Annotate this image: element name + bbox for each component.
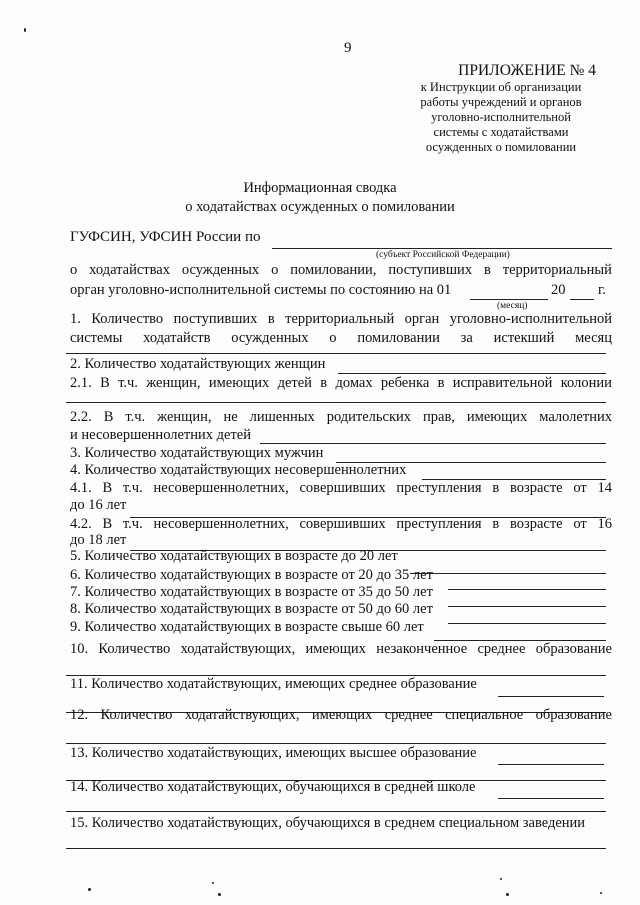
year-suffix: г. — [598, 282, 606, 298]
organ-line: орган уголовно-исполнительной системы по состоянию на 01 — [70, 282, 452, 298]
item-1-line1: 1. Количество поступивших в территориальный орган уголовно-исполнительной — [70, 311, 612, 327]
item-14-field[interactable] — [498, 798, 604, 799]
item-13-field[interactable] — [498, 764, 604, 765]
item-10: 10. Количество ходатайствующих, имеющих незаконченное среднее образование — [70, 641, 612, 657]
item-7-field[interactable] — [448, 606, 606, 607]
subject-field[interactable] — [272, 248, 612, 249]
item-5: 5. Количество ходатайствующих в возрасте до 20 лет — [70, 548, 398, 564]
item-8: 8. Количество ходатайствующих в возрасте от 50 до 60 лет — [70, 601, 433, 617]
year-field[interactable] — [570, 299, 594, 300]
item-4-1: 4.1. В т.ч. несовершеннолетних, совершивших преступления в возрасте от 14 — [70, 480, 612, 496]
item-2-2-cont: и несовершеннолетних детей — [70, 427, 252, 443]
appendix-line: к Инструкции об организации — [420, 80, 582, 94]
item-14-field-2[interactable] — [66, 811, 606, 812]
item-6-field[interactable] — [448, 589, 606, 590]
item-13: 13. Количество ходатайствующих, имеющих высшее образование — [70, 745, 477, 761]
scan-speck — [506, 893, 509, 896]
item-2: 2. Количество ходатайствующих женщин — [70, 356, 326, 372]
item-2-1-field[interactable] — [66, 402, 606, 403]
appendix-line: работы учреждений и органов — [420, 95, 582, 109]
appendix-line: уголовно-исполнительной — [431, 110, 571, 124]
item-1-line2: системы ходатайств осужденных о помиловании за истекший месяц — [70, 330, 612, 346]
item-4: 4. Количество ходатайствующих несовершеннолетних — [70, 462, 407, 478]
scan-speck — [600, 892, 602, 894]
doc-title: Информационная сводка — [243, 180, 397, 196]
appendix-title: ПРИЛОЖЕНИЕ № 4 — [458, 62, 596, 79]
item-2-2: 2.2. В т.ч. женщин, не лишенных родительских прав, имеющих малолетних — [70, 409, 612, 425]
item-7: 7. Количество ходатайствующих в возрасте от 35 до 50 лет — [70, 584, 433, 600]
item-9: 9. Количество ходатайствующих в возрасте свыше 60 лет — [70, 619, 424, 635]
item-4-1-cont: до 16 лет — [70, 497, 127, 513]
item-12: 12. Количество ходатайствующих, имеющих среднее специальное образование — [70, 707, 612, 723]
item-15-field[interactable] — [66, 848, 606, 849]
item-4-2: 4.2. В т.ч. несовершеннолетних, совершивших преступления в возрасте от 16 — [70, 516, 612, 532]
item-1-field[interactable] — [66, 353, 606, 354]
page-number: 9 — [344, 40, 352, 56]
scan-speck — [212, 882, 214, 884]
item-2-2-field[interactable] — [260, 443, 606, 444]
appendix-line: системы с ходатайствами — [433, 125, 569, 139]
scan-speck — [500, 878, 502, 880]
gufsin-label: ГУФСИН, УФСИН России по — [70, 229, 261, 245]
item-2-1: 2.1. В т.ч. женщин, имеющих детей в домах ребенка в исправительной колонии — [70, 375, 612, 391]
item-4-2-cont: до 18 лет — [70, 532, 127, 548]
item-14: 14. Количество ходатайствующих, обучающихся в средней школе — [70, 779, 476, 795]
scan-speck — [24, 28, 26, 32]
item-2-field[interactable] — [338, 373, 606, 374]
scan-speck — [218, 893, 221, 896]
item-5-field[interactable] — [410, 573, 606, 574]
item-15: 15. Количество ходатайствующих, обучающихся в среднем специальном заведении — [70, 815, 586, 831]
item-8-field[interactable] — [448, 623, 606, 624]
subject-caption: (субъект Российской Федерации) — [376, 250, 510, 260]
item-11-field[interactable] — [498, 696, 604, 697]
item-6: 6. Количество ходатайствующих в возрасте от 20 до 35 лет — [70, 567, 433, 583]
about-line: о ходатайствах осужденных о помиловании, поступивших в территориальный — [70, 262, 612, 278]
doc-subtitle: о ходатайствах осужденных о помиловании — [185, 199, 455, 215]
month-caption: (месяц) — [497, 301, 528, 311]
item-3: 3. Количество ходатайствующих мужчин — [70, 445, 324, 461]
appendix-line: осужденных о помиловании — [425, 140, 577, 154]
item-12-field[interactable] — [66, 743, 606, 744]
year-prefix: 20 — [551, 282, 566, 298]
month-field[interactable] — [470, 299, 548, 300]
item-11: 11. Количество ходатайствующих, имеющих среднее образование — [70, 676, 477, 692]
scan-speck — [88, 888, 91, 891]
